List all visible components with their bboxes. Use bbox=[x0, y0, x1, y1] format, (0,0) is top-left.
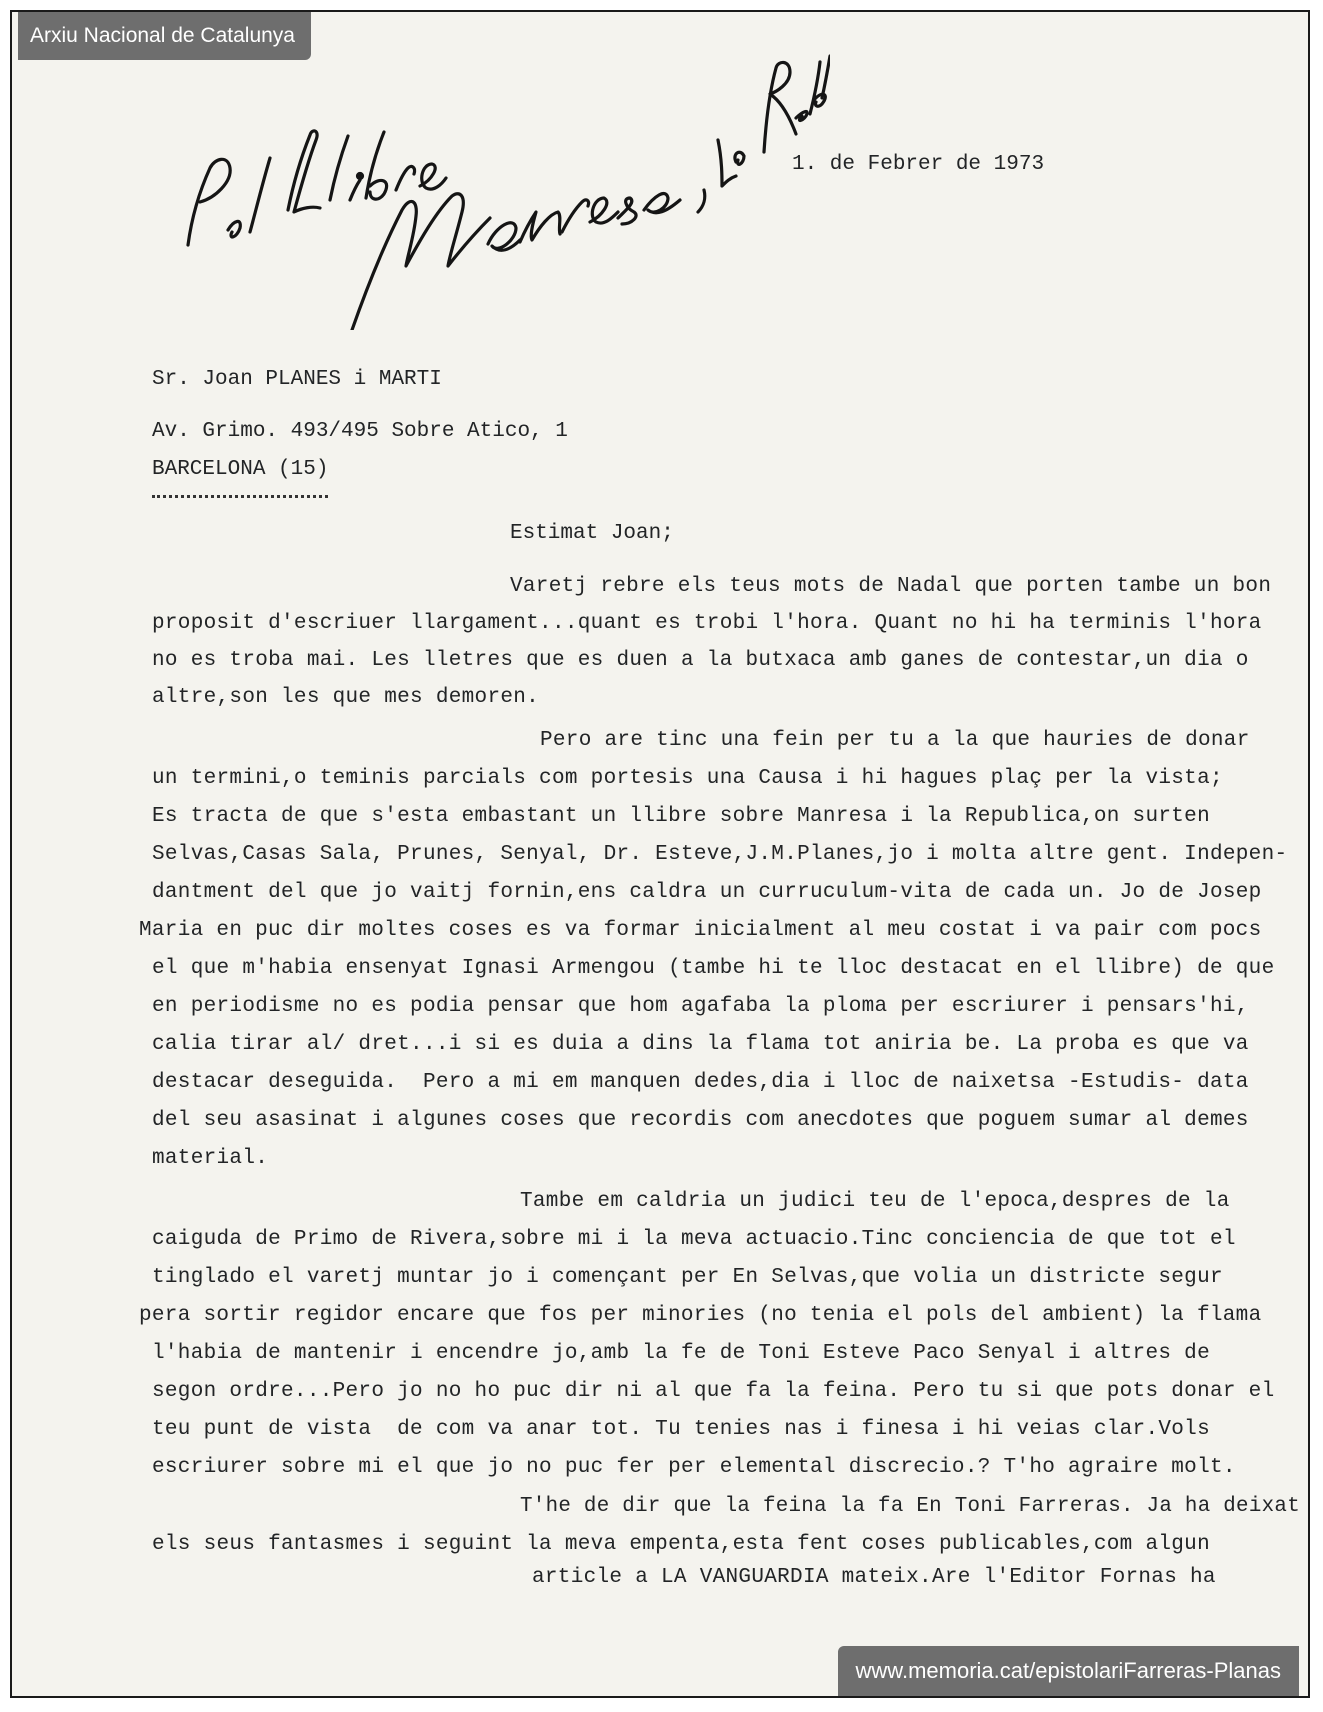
body-line: el que m'habia ensenyat Ignasi Armengou (tambe hi te lloc destacat en el llibre) de que bbox=[152, 957, 1275, 980]
body-line: l'habia de mantenir i encendre jo,amb la fe de Toni Esteve Paco Senyal i altres de bbox=[152, 1342, 1210, 1365]
handwritten-annotation bbox=[170, 40, 830, 330]
recipient-street: Av. Grimo. 493/495 Sobre Atico, 1 bbox=[152, 420, 568, 443]
body-line: teu punt de vista de com va anar tot. Tu tenies nas i finesa i hi veias clar.Vols bbox=[152, 1418, 1210, 1441]
body-line: Selvas,Casas Sala, Prunes, Senyal, Dr. Esteve,J.M.Planes,jo i molta altre gent. Indepen- bbox=[152, 843, 1288, 866]
body-line: Varetj rebre els teus mots de Nadal que porten tambe un bon bbox=[510, 575, 1272, 598]
body-line: Es tracta de que s'esta embastant un llibre sobre Manresa i la Republica,on surten bbox=[152, 805, 1210, 828]
body-line: del seu asasinat i algunes coses que recordis com anecdotes que poguem sumar al demes bbox=[152, 1109, 1249, 1132]
body-line: escriurer sobre mi el que jo no puc fer per elemental discrecio.? T'ho agraire molt. bbox=[152, 1456, 1236, 1479]
letter-date: 1. de Febrer de 1973 bbox=[792, 153, 1045, 176]
body-line: proposit d'escriuer llargament...quant es trobi l'hora. Quant no hi ha terminis l'hora bbox=[152, 612, 1262, 635]
body-line: segon ordre...Pero jo no ho puc dir ni al que fa la feina. Pero tu si que pots donar el bbox=[152, 1380, 1275, 1403]
recipient-name: Sr. Joan PLANES i MARTI bbox=[152, 368, 442, 391]
body-line: en periodisme no es podia pensar que hom agafaba la ploma per escriurer i pensars'hi, bbox=[152, 995, 1249, 1018]
body-line: pera sortir regidor encare que fos per minories (no tenia el pols del ambient) la flama bbox=[139, 1304, 1262, 1327]
greeting: Estimat Joan; bbox=[510, 522, 674, 545]
body-line: article a LA VANGUARDIA mateix.Are l'Editor Fornas ha bbox=[532, 1566, 1216, 1589]
handwritten-note-signature bbox=[170, 40, 830, 330]
body-line: Pero are tinc una fein per tu a la que hauries de donar bbox=[540, 729, 1250, 752]
body-line: T'he de dir que la feina la fa En Toni Farreras. Ja ha deixat bbox=[520, 1495, 1300, 1518]
body-line: no es troba mai. Les lletres que es duen a la butxaca amb ganes de contestar,un dia o bbox=[152, 649, 1249, 672]
body-line: Tambe em caldria un judici teu de l'epoca,despres de la bbox=[520, 1190, 1230, 1213]
archive-label: Arxiu Nacional de Catalunya bbox=[18, 12, 311, 60]
body-line: tinglado el varetj muntar jo i començant per En Selvas,que volia un districte segur bbox=[152, 1266, 1223, 1289]
body-line: caiguda de Primo de Rivera,sobre mi i la meva actuacio.Tinc conciencia de que tot el bbox=[152, 1228, 1236, 1251]
body-line: dantment del que jo vaitj fornin,ens caldra un curruculum-vita de cada un. Jo de Josep bbox=[152, 881, 1262, 904]
city-underline bbox=[152, 495, 328, 498]
body-line: els seus fantasmes i seguint la meva empenta,esta fent coses publicables,com algun bbox=[152, 1533, 1210, 1556]
body-line: un termini,o teminis parcials com portesis una Causa i hi hagues plaç per la vista; bbox=[152, 767, 1223, 790]
body-line: Maria en puc dir moltes coses es va formar inicialment al meu costat i va pair com pocs bbox=[139, 919, 1262, 942]
recipient-city: BARCELONA (15) bbox=[152, 458, 329, 481]
body-line: calia tirar al/ dret...i si es duia a dins la flama tot aniria be. La proba es que va bbox=[152, 1033, 1249, 1056]
body-line: material. bbox=[152, 1147, 269, 1170]
body-line: altre,son les que mes demoren. bbox=[152, 686, 540, 709]
source-url-label: www.memoria.cat/epistolariFarreras-Planas bbox=[838, 1646, 1299, 1696]
body-line: destacar deseguida. Pero a mi em manquen dedes,dia i lloc de naixetsa -Estudis- data bbox=[152, 1071, 1249, 1094]
